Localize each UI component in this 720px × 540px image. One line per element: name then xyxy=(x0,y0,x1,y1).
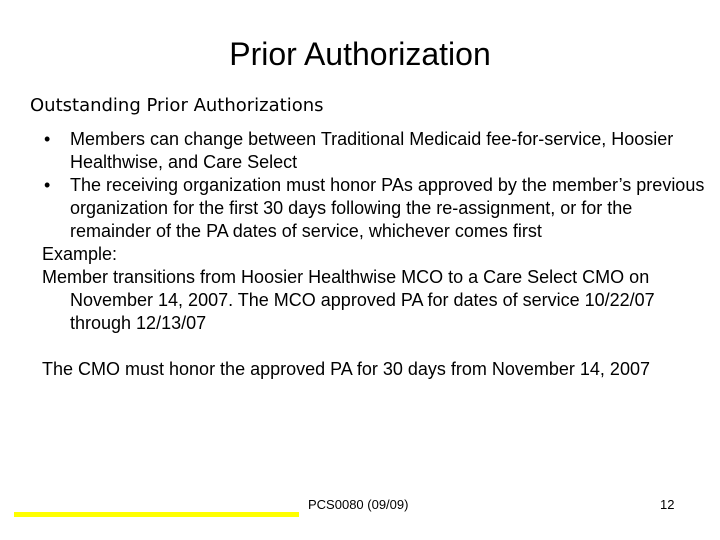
slide-body xyxy=(42,128,707,381)
bullet-icon: • xyxy=(44,129,51,149)
slide-title: Prior Authorization xyxy=(229,36,491,72)
slide-subtitle: Outstanding Prior Authorizations xyxy=(30,95,324,116)
page-number: 12 xyxy=(660,497,675,512)
conclusion-text: The CMO must honor the approved PA for 30 days from November 14, 2007 xyxy=(42,359,650,379)
footer-accent-line xyxy=(14,512,299,517)
bullet-text: Members can change between Traditional Medicaid fee-for-service, Hoosier Healthwise, and Care Select xyxy=(70,129,674,172)
bullet-item xyxy=(42,174,707,243)
bullet-icon: • xyxy=(44,175,51,195)
example-label: Example: xyxy=(42,244,118,264)
bullet-item xyxy=(42,128,707,174)
bullet-list xyxy=(42,128,707,243)
footer-code: PCS0080 (09/09) xyxy=(308,497,409,512)
bullet-text: The receiving organization must honor PAs approved by the member’s previous organization for the first 30 days following the re-assignment, or for the remainder of the PA dates of service, whichever comes first xyxy=(70,175,705,241)
spacer xyxy=(42,335,707,358)
example-text: Member transitions from Hoosier Healthwise MCO to a Care Select CMO on November 14, 2007. The MCO approved PA for dates of service 10/22/07 through 12/13/07 xyxy=(42,267,655,333)
